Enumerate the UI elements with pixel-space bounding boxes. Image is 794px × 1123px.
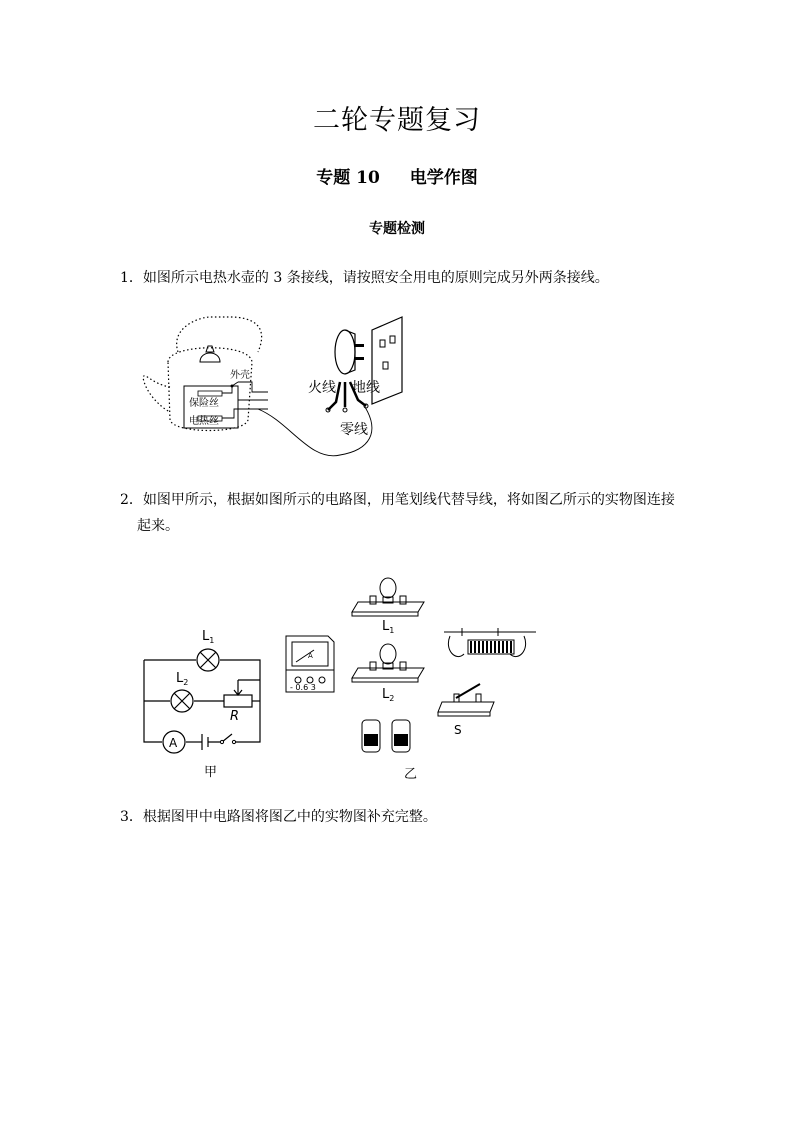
page-title: 二轮专题复习 — [313, 105, 481, 136]
ammeter-face-label: A — [308, 652, 313, 660]
switch-board — [438, 702, 494, 712]
physical-lamp1-label: $L_1$ — [382, 619, 395, 635]
schematic-lamp1-label: $L_1$ — [202, 629, 215, 645]
neutral-wire-label: 零线 — [340, 422, 368, 438]
schematic-resistor-label: R — [230, 709, 240, 724]
question-number: 3． — [120, 809, 143, 825]
question-text-line2: 起来。 — [137, 518, 179, 534]
lamp1-bulb — [380, 578, 396, 598]
kettle-spout — [143, 376, 170, 412]
question-number: 1． — [120, 270, 143, 286]
question-text: 根据图甲中电路图将图乙中的实物图补充完整。 — [142, 809, 437, 825]
question-text-line1: 如图甲所示，根据如图所示的电路图，用笔划线代替导线，将如图乙所示的实物图连接 — [142, 492, 675, 508]
topic-name: 电学作图 — [409, 168, 478, 188]
topic-number: 专题 10 — [316, 168, 380, 188]
lamp2-bulb — [380, 644, 396, 664]
topic-heading — [0, 163, 794, 188]
schematic-lamp2-label: $L_2$ — [176, 671, 189, 687]
live-wire-label: 火线 — [308, 380, 336, 396]
heater-label: 电热丝 — [189, 416, 219, 427]
question-text: 如图所示电热水壶的 3 条接线，请按照安全用电的原则完成另外两条接线。 — [142, 270, 609, 286]
figure-schematic-jia — [138, 624, 268, 784]
physical-caption: 乙 — [404, 767, 418, 782]
shell-label: 外壳 — [230, 370, 250, 381]
ground-wire-label: 地线 — [352, 380, 380, 396]
kettle-handle — [177, 317, 262, 352]
figure-physical-yi — [278, 566, 548, 784]
schematic-caption: 甲 — [204, 765, 218, 780]
question-1 — [120, 265, 609, 291]
schematic-ammeter-label: A — [169, 736, 178, 750]
figure-kettle-plug — [140, 312, 420, 462]
ammeter-terminal-labels: - 0.6 3 — [290, 683, 316, 692]
section-heading: 专题检测 — [369, 221, 425, 237]
question-2 — [120, 487, 690, 539]
question-number: 2． — [120, 492, 143, 508]
physical-switch-label: S — [454, 723, 462, 737]
question-3 — [120, 804, 437, 830]
fuse-label: 保险丝 — [189, 398, 219, 409]
physical-lamp2-label: $L_2$ — [382, 687, 395, 703]
